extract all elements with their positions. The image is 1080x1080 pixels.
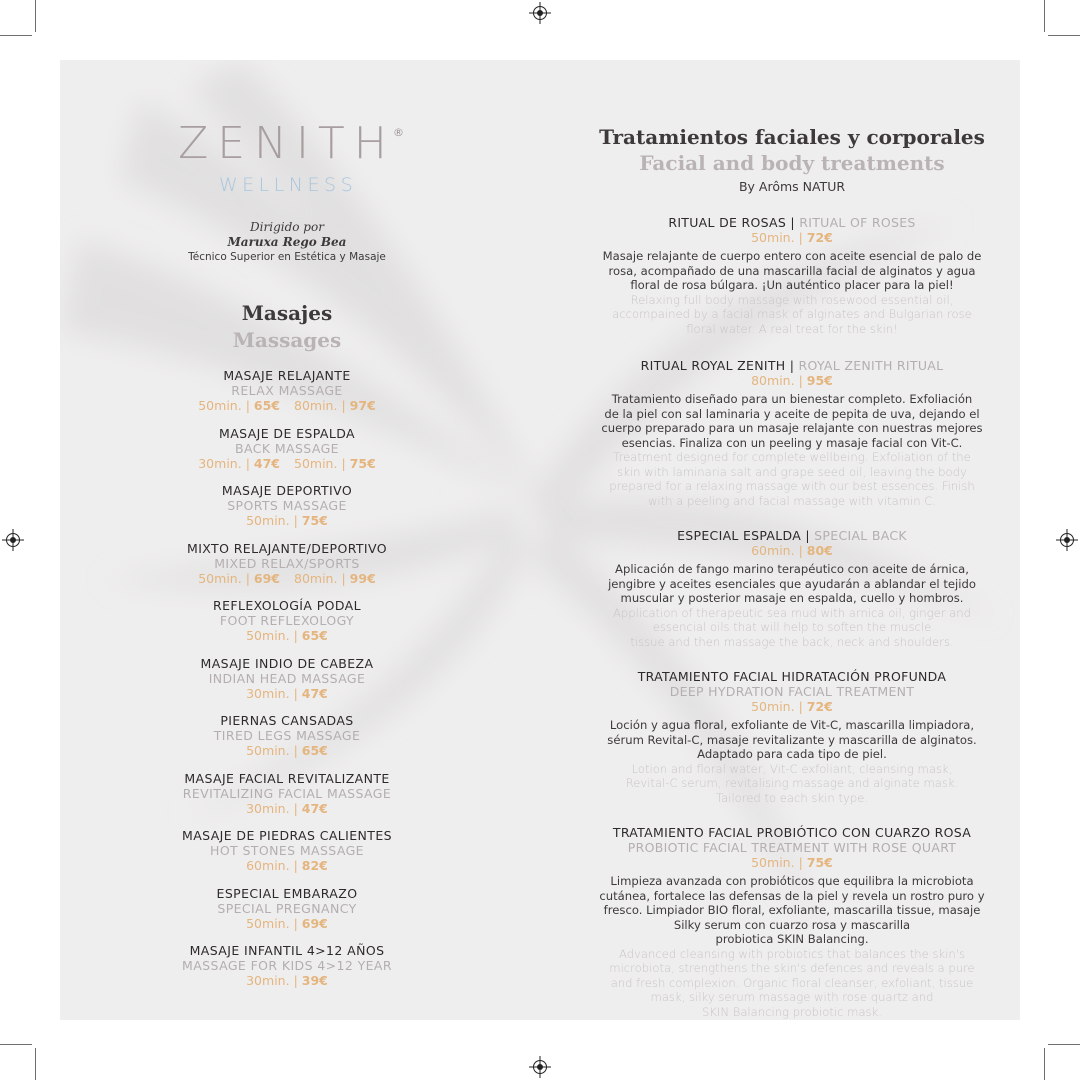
registration-mark-icon [533,1060,547,1074]
massage-duration: 50min. [198,398,242,413]
treatment-name-en: RITUAL OF ROSES [799,215,916,230]
treatment-item [580,215,1004,336]
massage-name-en: SPORTS MASSAGE [227,498,347,513]
treatment-description-en [580,450,1004,508]
treatment-duration: 80min. [751,373,795,388]
massage-prices [130,398,444,413]
massage-duration: 50min. [246,915,290,931]
description-line: cuerpo preparado para un masaje relajante con nuestras mejores [601,421,983,435]
description-line: cutánea, fortalece las defensas de la piel y revela un rostro puro y [599,888,985,903]
crop-mark [1048,1044,1080,1045]
massage-price: 47€ [301,800,328,816]
price-separator: | [293,800,298,816]
massage-name-en: BACK MASSAGE [235,440,339,456]
treatment-item [580,358,1004,508]
massage-name-es: MASAJE FACIAL REVITALIZANTE [184,770,390,786]
description-line: rosa, acompañado de una mascarilla facial de alginatos y agua [608,263,976,278]
brand-logo: ZENITH [178,118,396,169]
registered-mark: ® [393,126,404,139]
description-line: Silky serum con cuarzo rosa y mascarilla [673,917,911,932]
description-line: Relaxing full body massage with rosewood essential oil, [630,292,954,307]
price-separator: | [293,743,298,758]
treatment-price-line [580,699,1004,714]
treatment-description-en [580,762,1004,806]
treatment-price: 72€ [806,230,833,245]
treatment-name [580,669,1004,684]
massage-prices [130,743,444,758]
description-line: Tailored to each skin type. [715,790,869,805]
massages-title-en: Massages [232,328,342,352]
description-line: probiotica SKIN Balancing. [715,932,869,946]
price-separator: | [293,915,298,931]
description-line: skin with laminaria salt and grape seed oil, leaving the body [617,464,967,479]
treatments-title-en: Facial and body treatments [639,151,945,175]
massage-duration: 80min. [294,570,338,586]
treatment-item [580,669,1004,805]
treatment-description-es [580,392,1004,450]
description-line: floral water. A real treat for the skin! [686,321,898,336]
price-separator: | [341,455,346,471]
massage-price: 65€ [253,398,280,413]
massage-prices [130,571,444,586]
crop-mark [1044,1048,1045,1080]
description-line: with a peeling and facial massage with vitamin C. [647,493,937,508]
price-separator: | [245,398,250,413]
treatment-description-es [580,874,1004,947]
price-separator: | [798,373,803,388]
massage-item [130,943,444,1001]
description-line: Revital-C serum, revitalising massage and alginate mask. [625,776,959,790]
treatment-item [580,825,1004,1019]
crop-mark [35,0,36,32]
massage-name-en: TIRED LEGS MASSAGE [213,728,361,743]
massage-list [130,368,444,1001]
price-separator: | [798,855,803,870]
massage-name-es: MASAJE INDIO DE CABEZA [200,655,374,671]
treatment-name-en: PROBIOTIC FACIAL TREATMENT WITH ROSE QUART [627,840,957,855]
directed-by-block [130,220,444,263]
massage-name-en: RELAX MASSAGE [231,383,343,398]
massage-name-en: MASSAGE FOR KIDS 4>12 YEAR [182,958,392,973]
treatment-description-en [580,293,1004,337]
massage-price: 47€ [301,685,328,701]
description-line: Tratamiento diseñado para un bienestar completo. Exfoliación [611,392,973,406]
crop-mark [35,1048,36,1080]
treatment-item [580,528,1004,649]
massage-prices [130,801,444,816]
price-separator: | [293,628,298,643]
massage-price: 82€ [301,858,328,873]
massage-name-en: REVITALIZING FACIAL MASSAGE [182,785,392,801]
massage-duration: 50min. [246,513,290,528]
price-separator: | [293,513,298,528]
description-line: SKIN Balancing probiotic mask. [702,1004,882,1019]
massage-duration: 50min. [246,628,290,643]
massage-prices [130,628,444,643]
treatment-price: 72€ [806,699,833,714]
directed-by-label: Dirigido por [250,220,324,234]
treatments-heading [580,124,1004,194]
massage-name-en: FOOT REFLEXOLOGY [219,613,355,628]
massage-price: 69€ [301,915,328,931]
massage-name-en: HOT STONES MASSAGE [210,843,364,858]
treatment-name [580,215,1004,230]
massage-item [130,426,444,484]
treatment-price-line [580,230,1004,245]
crop-mark [0,1044,32,1045]
massage-item [130,771,444,829]
massage-name-en: MIXED RELAX/SPORTS [214,555,360,571]
massage-name-es: MASAJE INFANTIL 4>12 AÑOS [189,943,385,958]
description-line: Treatment designed for complete wellbeing. Exfoliation of the [613,450,971,464]
price-separator: | [341,570,346,586]
treatment-name-es: RITUAL DE ROSAS [668,215,787,230]
massage-item [130,656,444,714]
treatment-price-line [580,373,1004,388]
massage-name-es: MASAJE DEPORTIVO [221,483,353,498]
treatment-price: 80€ [806,543,833,558]
massage-duration: 30min. [198,455,242,471]
price-separator: | [798,699,803,714]
treatment-price: 75€ [806,855,833,870]
massage-price: 69€ [253,570,280,586]
description-line: Adaptado para cada tipo de piel. [697,747,887,761]
massage-item [130,828,444,886]
registration-mark-icon [533,6,547,20]
massage-price: 75€ [349,455,376,471]
treatment-duration: 50min. [751,230,795,245]
price-separator: | [341,398,346,413]
description-line: fresco. Limpiador BIO floral, exfoliante, mascarilla tissue, masaje [603,903,981,917]
massage-name-es: MIXTO RELAJANTE/DEPORTIVO [187,540,387,556]
massage-item [130,886,444,944]
massage-name-es: MASAJE RELAJANTE [223,368,351,383]
description-line: tissue and then massage the back, neck and shoulders. [630,634,954,649]
massage-duration: 50min. [294,455,338,471]
crop-mark [1048,35,1080,36]
price-separator: | [293,685,298,701]
treatment-name-separator: | [785,358,799,373]
description-line: jengibre y aceites esenciales que ayudarán a ablandar el tejido [608,576,976,591]
massage-duration: 80min. [294,398,338,413]
massages-title-es: Masajes [241,301,333,325]
treatment-name-en: SPECIAL BACK [814,528,907,543]
massage-prices [130,686,444,701]
massage-price: 65€ [301,743,328,758]
treatment-name [580,528,1004,543]
massage-prices [130,456,444,471]
treatment-duration: 50min. [751,855,795,870]
director-title: Técnico Superior en Estética y Masaje [188,251,386,263]
description-line: and fresh complexion. Organic floral cleanser, exfoliant, tissue [610,975,974,990]
treatment-duration: 60min. [751,543,795,558]
treatment-description-es [580,249,1004,293]
massage-name-es: REFLEXOLOGÍA PODAL [213,598,361,613]
massage-price: 39€ [301,973,328,988]
price-separator: | [245,570,250,586]
massage-name-es: MASAJE DE PIEDRAS CALIENTES [182,828,392,843]
massage-prices [130,858,444,873]
director-name: Maruxa Rego Bea [227,235,347,249]
massage-prices [130,973,444,988]
treatment-name-en: DEEP HYDRATION FACIAL TREATMENT [669,684,915,699]
price-separator: | [798,543,803,558]
treatment-description-es [580,718,1004,762]
description-line: accompained by a facial mask of alginates and Bulgarian rose [612,307,972,321]
massage-duration: 30min. [246,685,290,701]
description-line: Masaje relajante de cuerpo entero con aceite esencial de palo de [602,249,982,263]
description-line: Application of therapeutic sea mud with arnica oil, ginger and [612,605,971,620]
treatment-name-en: ROYAL ZENITH RITUAL [798,358,944,373]
massage-prices [130,916,444,931]
massage-price: 65€ [301,628,328,643]
crop-mark [0,35,32,36]
crop-mark [1044,0,1045,32]
massage-item [130,368,444,426]
registration-mark-icon [6,533,20,547]
massage-price: 47€ [253,455,280,471]
description-line: Aplicación de fango marino terapéutico con aceite de árnica, [615,562,969,576]
description-line: essencial oils that will help to soften the muscle [652,620,932,634]
registration-mark-icon [1060,533,1074,547]
massage-name-en: INDIAN HEAD MASSAGE [208,670,366,686]
treatment-price: 95€ [806,373,833,388]
massage-item [130,483,444,541]
treatment-duration: 50min. [751,699,795,714]
treatments-title-es: Tratamientos faciales y corporales [599,125,985,149]
massage-duration: 50min. [198,570,242,586]
treatment-list [580,215,1004,1019]
treatment-name-separator: | [786,215,800,230]
massage-item [130,541,444,599]
price-separator: | [798,230,803,245]
description-line: prepared for a relaxing massage with our best essences. Finish [609,479,975,493]
massage-price: 99€ [349,570,376,586]
treatment-price-line [580,855,1004,870]
massage-item [130,598,444,656]
massages-heading [130,300,444,354]
treatment-name [580,358,1004,373]
massage-duration: 60min. [246,858,290,873]
description-line: Lotion and floral water, Vit-C exfoliant, cleansing mask, [631,761,953,776]
description-line: muscular y posterior masaje en espalda, cuello y hombros. [620,591,964,605]
massage-item [130,713,444,771]
massage-name-es: PIERNAS CANSADAS [220,713,354,728]
description-line: mask, silky serum massage with rose quartz and [650,990,934,1004]
massage-duration: 30min. [246,973,290,988]
price-separator: | [293,973,298,988]
massage-duration: 50min. [246,743,290,758]
massage-name-es: MASAJE DE ESPALDA [219,425,355,441]
description-line: de la piel con sal laminaria y aceite de pepita de uva, dejando el [604,406,980,421]
treatment-description-es [580,562,1004,606]
massage-prices [130,513,444,528]
treatment-name-es: TRATAMIENTO FACIAL HIDRATACIÓN PROFUNDA [637,669,947,684]
description-line: Limpieza avanzada con probióticos que equilibra la microbiota [610,874,974,888]
treatment-name-es: ESPECIAL ESPALDA [677,528,802,543]
massage-name-en: SPECIAL PREGNANCY [217,900,357,916]
treatment-price-line [580,543,1004,558]
treatment-name-es: TRATAMIENTO FACIAL PROBIÓTICO CON CUARZO ROSA [612,825,972,840]
description-line: floral de rosa búlgara. ¡Un auténtico placer para la piel! [630,278,954,292]
treatments-brand: By Arôms NATUR [738,179,846,194]
description-line: microbiota, strengthens the skin's defences and reveals a pure [609,961,975,975]
description-line: Loción y agua floral, exfoliante de Vit-C, mascarilla limpiadora, [609,718,975,732]
massage-duration: 30min. [246,800,290,816]
massage-price: 75€ [301,513,328,528]
description-line: esencias. Finaliza con un peeling y masaje facial con Vit-C. [621,435,963,450]
treatment-description-en [580,606,1004,650]
massage-price: 97€ [349,398,376,413]
price-separator: | [293,858,298,873]
price-separator: | [245,455,250,471]
brand-subtitle: WELLNESS [218,174,358,196]
description-line: sérum Revital-C, masaje revitalizante y mascarilla de alginatos. [607,732,977,747]
massage-name-es: ESPECIAL EMBARAZO [216,885,358,901]
treatment-name [580,825,1004,840]
treatment-description-en [580,947,1004,1020]
treatment-name-separator: | [801,528,815,543]
treatment-name-es: RITUAL ROYAL ZENITH [640,358,786,373]
description-line: Advanced cleansing with probiotics that balances the skin's [618,946,966,961]
